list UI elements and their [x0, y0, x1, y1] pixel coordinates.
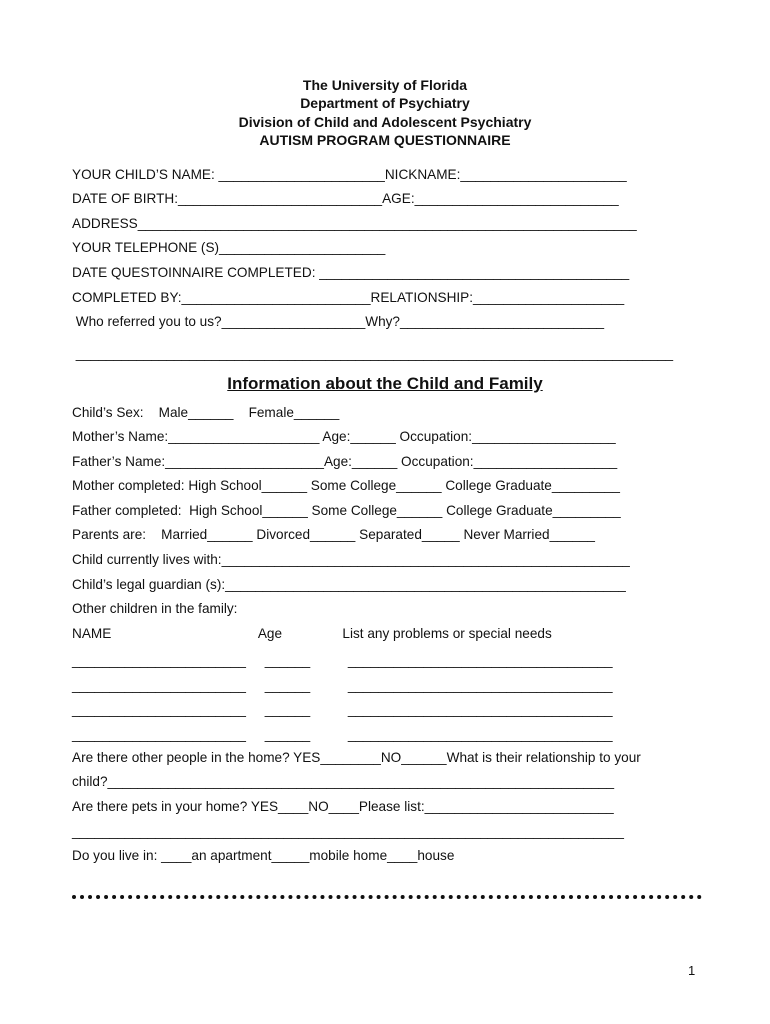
form-line: Parents are: Married______ Divorced______ Separated_____ Never Married______ — [72, 527, 595, 542]
university-name: The University of Florida — [302, 77, 468, 93]
form-line: ADDRESS__________________________________________________________________ — [72, 216, 637, 231]
children-row: _______________________ ______ ___________________________________ — [72, 702, 613, 717]
section-title: Information about the Child and Family — [227, 374, 543, 393]
page-number: 1 — [688, 963, 696, 978]
form-line: Are there pets in your home? YES____NO____Please list:_________________________ — [72, 799, 614, 814]
form-line: YOUR TELEPHONE (S)______________________ — [72, 240, 386, 255]
form-line: Father’s Name:_____________________Age:______ Occupation:___________________ — [72, 454, 618, 469]
children-row: _______________________ ______ ___________________________________ — [72, 678, 613, 693]
form-line: Mother’s Name:____________________ Age:______ Occupation:___________________ — [72, 429, 616, 444]
form-line: Other children in the family: — [72, 601, 238, 616]
form-line: COMPLETED BY:_________________________RELATIONSHIP:____________________ — [72, 290, 625, 305]
form-line: Father completed: High School______ Some College______ College Graduate_________ — [72, 503, 621, 518]
form-line: child?___________________________________________________________________ — [72, 774, 615, 789]
form-line: Mother completed: High School______ Some College______ College Graduate_________ — [72, 478, 620, 493]
form-line: DATE QUESTOINNAIRE COMPLETED: _________________________________________ — [72, 265, 630, 280]
dotted-divider — [72, 895, 702, 899]
division-name: Division of Child and Adolescent Psychiatry — [238, 114, 532, 130]
form-line: _______________________________________________________________________________ — [72, 346, 674, 361]
children-header: NAME Age List any problems or special needs — [72, 626, 552, 641]
children-row: _______________________ ______ ___________________________________ — [72, 727, 613, 742]
form-line: _________________________________________________________________________ — [72, 824, 624, 839]
form-line: Do you live in: ____an apartment_____mobile home____house — [72, 848, 455, 863]
form-line: Child’s Sex: Male______ Female______ — [72, 405, 340, 420]
questionnaire-title: AUTISM PROGRAM QUESTIONNAIRE — [259, 132, 511, 148]
form-line: Child’s legal guardian (s):_____________________________________________________ — [72, 577, 626, 592]
form-line: YOUR CHILD’S NAME: ______________________NICKNAME:______________________ — [72, 167, 627, 182]
form-line: Who referred you to us?___________________Why?___________________________ — [72, 314, 605, 329]
children-row: _______________________ ______ ___________________________________ — [72, 653, 613, 668]
form-line: Child currently lives with:______________________________________________________ — [72, 552, 630, 567]
department-name: Department of Psychiatry — [300, 95, 470, 111]
form-line: DATE OF BIRTH:___________________________AGE:___________________________ — [72, 191, 619, 206]
form-line: Are there other people in the home? YES________NO______What is their relationship to your — [72, 750, 641, 765]
